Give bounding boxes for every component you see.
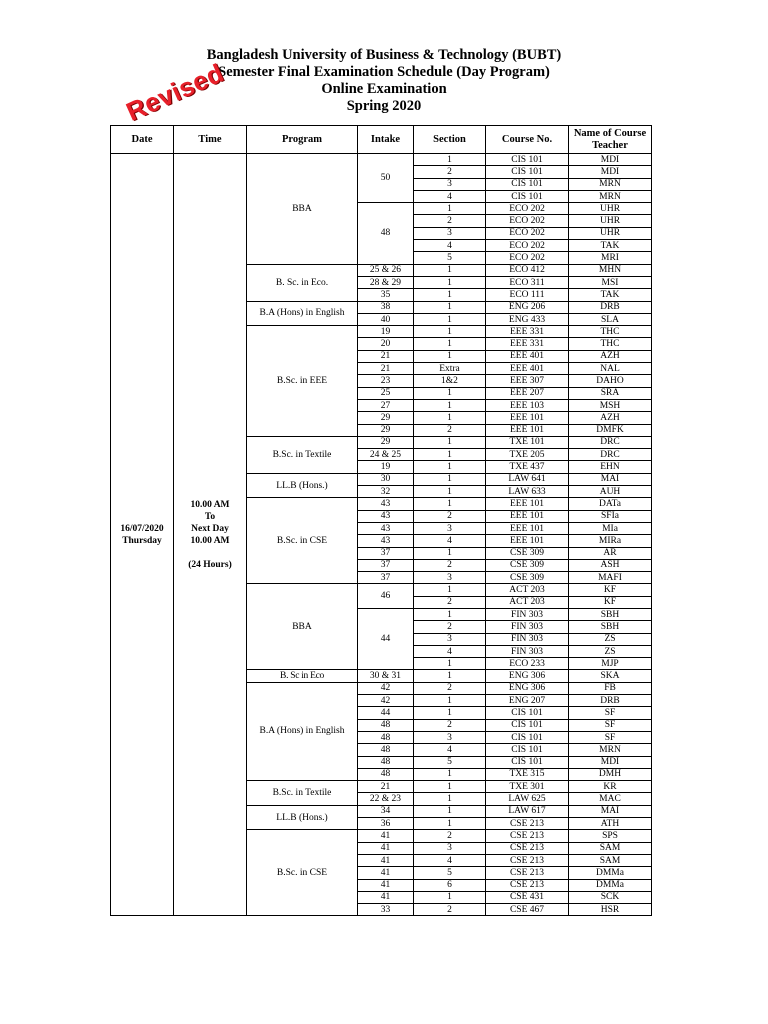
section-cell: 4 <box>414 645 486 657</box>
course-teacher-cell: MRN <box>569 190 652 202</box>
course-no-cell: EEE 103 <box>486 399 569 411</box>
course-no-cell: ENG 206 <box>486 301 569 313</box>
course-no-cell: LAW 625 <box>486 793 569 805</box>
intake-cell: 50 <box>358 154 414 203</box>
course-no-cell: ECO 202 <box>486 227 569 239</box>
university-name: Bangladesh University of Business & Technology (BUBT) <box>206 47 562 63</box>
course-teacher-cell: HSR <box>569 904 652 916</box>
course-no-cell: EEE 401 <box>486 350 569 362</box>
section-cell: 1 <box>414 498 486 510</box>
program-cell: B.Sc. in Textile <box>247 781 358 806</box>
intake-cell: 37 <box>358 559 414 571</box>
course-teacher-cell: AUH <box>569 486 652 498</box>
course-no-cell: TXE 301 <box>486 781 569 793</box>
section-cell: 3 <box>414 731 486 743</box>
intake-cell: 41 <box>358 854 414 866</box>
program-cell: BBA <box>247 154 358 265</box>
section-cell: 1 <box>414 399 486 411</box>
course-no-cell: EEE 101 <box>486 510 569 522</box>
course-no-cell: CIS 101 <box>486 178 569 190</box>
course-no-cell: CSE 309 <box>486 559 569 571</box>
course-no-cell: EEE 401 <box>486 363 569 375</box>
column-header-course-teacher: Name of Course Teacher <box>569 126 652 154</box>
section-cell: 1 <box>414 768 486 780</box>
course-no-cell: ENG 306 <box>486 682 569 694</box>
course-no-cell: CSE 213 <box>486 842 569 854</box>
section-cell: 3 <box>414 227 486 239</box>
course-teacher-cell: SFIa <box>569 510 652 522</box>
course-teacher-cell: SPS <box>569 830 652 842</box>
program-cell: B.A (Hons) in English <box>247 682 358 780</box>
intake-cell: 25 <box>358 387 414 399</box>
course-teacher-cell: AZH <box>569 350 652 362</box>
course-teacher-cell: MAFI <box>569 572 652 584</box>
course-teacher-cell: DRC <box>569 449 652 461</box>
course-no-cell: ECO 311 <box>486 276 569 288</box>
course-teacher-cell: AR <box>569 547 652 559</box>
intake-cell: 42 <box>358 695 414 707</box>
section-cell: 1 <box>414 338 486 350</box>
program-cell: BBA <box>247 584 358 670</box>
program-cell: B.Sc. in CSE <box>247 498 358 584</box>
section-cell: 2 <box>414 904 486 916</box>
course-no-cell: CIS 101 <box>486 719 569 731</box>
exam-time-cell: 10.00 AM To Next Day 10.00 AM (24 Hours) <box>174 154 247 916</box>
course-no-cell: TXE 437 <box>486 461 569 473</box>
course-teacher-cell: MJP <box>569 658 652 670</box>
section-cell: 4 <box>414 190 486 202</box>
section-cell: 1 <box>414 289 486 301</box>
exam-mode: Online Examination <box>321 81 447 97</box>
course-no-cell: CSE 213 <box>486 867 569 879</box>
course-teacher-cell: DATa <box>569 498 652 510</box>
course-no-cell: TXE 205 <box>486 449 569 461</box>
course-teacher-cell: SKA <box>569 670 652 682</box>
course-teacher-cell: SF <box>569 719 652 731</box>
program-cell: B.Sc. in EEE <box>247 326 358 437</box>
section-cell: 1 <box>414 412 486 424</box>
intake-cell: 43 <box>358 498 414 510</box>
section-cell: 1 <box>414 436 486 448</box>
course-teacher-cell: FB <box>569 682 652 694</box>
section-cell: 5 <box>414 756 486 768</box>
course-no-cell: ECO 202 <box>486 215 569 227</box>
course-no-cell: LAW 633 <box>486 486 569 498</box>
section-cell: 1&2 <box>414 375 486 387</box>
intake-cell: 44 <box>358 608 414 669</box>
course-no-cell: CSE 309 <box>486 572 569 584</box>
course-teacher-cell: MDI <box>569 154 652 166</box>
column-header-intake: Intake <box>358 126 414 154</box>
course-no-cell: FIN 303 <box>486 645 569 657</box>
section-cell: 1 <box>414 473 486 485</box>
section-cell: 3 <box>414 842 486 854</box>
course-teacher-cell: AZH <box>569 412 652 424</box>
intake-cell: 48 <box>358 731 414 743</box>
course-no-cell: LAW 617 <box>486 805 569 817</box>
section-cell: 1 <box>414 891 486 903</box>
section-cell: 4 <box>414 240 486 252</box>
course-no-cell: CIS 101 <box>486 166 569 178</box>
course-teacher-cell: NAL <box>569 363 652 375</box>
course-teacher-cell: ASH <box>569 559 652 571</box>
intake-cell: 41 <box>358 879 414 891</box>
section-cell: 4 <box>414 535 486 547</box>
section-cell: 1 <box>414 264 486 276</box>
intake-cell: 38 <box>358 301 414 313</box>
course-teacher-cell: MSI <box>569 276 652 288</box>
section-cell: 1 <box>414 584 486 596</box>
course-teacher-cell: MIa <box>569 522 652 534</box>
course-no-cell: EEE 331 <box>486 338 569 350</box>
course-teacher-cell: SBH <box>569 608 652 620</box>
course-teacher-cell: SF <box>569 707 652 719</box>
intake-cell: 36 <box>358 818 414 830</box>
course-teacher-cell: DMH <box>569 768 652 780</box>
course-teacher-cell: MDI <box>569 756 652 768</box>
section-cell: 1 <box>414 387 486 399</box>
intake-cell: 30 <box>358 473 414 485</box>
course-teacher-cell: SAM <box>569 854 652 866</box>
section-cell: 1 <box>414 818 486 830</box>
course-no-cell: EEE 331 <box>486 326 569 338</box>
program-cell: LL.B (Hons.) <box>247 805 358 830</box>
exam-term: Spring 2020 <box>346 98 422 114</box>
course-teacher-cell: SRA <box>569 387 652 399</box>
section-cell: 2 <box>414 424 486 436</box>
course-teacher-cell: UHR <box>569 227 652 239</box>
section-cell: 4 <box>414 854 486 866</box>
intake-cell: 48 <box>358 744 414 756</box>
intake-cell: 20 <box>358 338 414 350</box>
course-teacher-cell: MAI <box>569 473 652 485</box>
program-cell: B. Sc in Eco <box>247 670 358 682</box>
course-teacher-cell: MRN <box>569 178 652 190</box>
section-cell: 2 <box>414 682 486 694</box>
intake-cell: 41 <box>358 891 414 903</box>
intake-cell: 37 <box>358 572 414 584</box>
section-cell: 1 <box>414 301 486 313</box>
course-teacher-cell: SBH <box>569 621 652 633</box>
course-teacher-cell: KF <box>569 584 652 596</box>
document-heading <box>0 47 768 115</box>
section-cell: 2 <box>414 830 486 842</box>
course-no-cell: CIS 101 <box>486 707 569 719</box>
intake-cell: 43 <box>358 535 414 547</box>
section-cell: 2 <box>414 510 486 522</box>
course-no-cell: ECO 111 <box>486 289 569 301</box>
course-no-cell: CIS 101 <box>486 744 569 756</box>
course-no-cell: CSE 467 <box>486 904 569 916</box>
course-no-cell: ENG 207 <box>486 695 569 707</box>
section-cell: 3 <box>414 633 486 645</box>
course-no-cell: CSE 431 <box>486 891 569 903</box>
intake-cell: 33 <box>358 904 414 916</box>
program-cell: B.Sc. in CSE <box>247 830 358 916</box>
course-teacher-cell: DRB <box>569 695 652 707</box>
course-no-cell: EEE 101 <box>486 498 569 510</box>
section-cell: 2 <box>414 559 486 571</box>
column-header-section: Section <box>414 126 486 154</box>
intake-cell: 41 <box>358 867 414 879</box>
section-cell: 1 <box>414 154 486 166</box>
intake-cell: 44 <box>358 707 414 719</box>
intake-cell: 48 <box>358 768 414 780</box>
course-teacher-cell: MDI <box>569 166 652 178</box>
course-teacher-cell: EHN <box>569 461 652 473</box>
course-teacher-cell: KF <box>569 596 652 608</box>
course-teacher-cell: KR <box>569 781 652 793</box>
course-teacher-cell: MAI <box>569 805 652 817</box>
section-cell: 4 <box>414 744 486 756</box>
section-cell: 1 <box>414 793 486 805</box>
intake-cell: 48 <box>358 203 414 264</box>
intake-cell: 43 <box>358 522 414 534</box>
course-teacher-cell: SF <box>569 731 652 743</box>
intake-cell: 34 <box>358 805 414 817</box>
section-cell: 1 <box>414 658 486 670</box>
course-no-cell: EEE 101 <box>486 535 569 547</box>
section-cell: 1 <box>414 326 486 338</box>
course-no-cell: CSE 213 <box>486 830 569 842</box>
course-teacher-cell: DMMa <box>569 867 652 879</box>
course-no-cell: ACT 203 <box>486 584 569 596</box>
intake-cell: 19 <box>358 461 414 473</box>
section-cell: 1 <box>414 486 486 498</box>
section-cell: 3 <box>414 572 486 584</box>
course-teacher-cell: UHR <box>569 215 652 227</box>
course-no-cell: ECO 412 <box>486 264 569 276</box>
course-no-cell: TXE 101 <box>486 436 569 448</box>
intake-cell: 29 <box>358 424 414 436</box>
program-cell: B. Sc. in Eco. <box>247 264 358 301</box>
section-cell: 2 <box>414 719 486 731</box>
course-teacher-cell: DMMa <box>569 879 652 891</box>
table-row <box>111 154 652 166</box>
course-teacher-cell: MIRa <box>569 535 652 547</box>
course-teacher-cell: MHN <box>569 264 652 276</box>
course-no-cell: ENG 433 <box>486 313 569 325</box>
course-teacher-cell: THC <box>569 338 652 350</box>
section-cell: 1 <box>414 695 486 707</box>
intake-cell: 24 & 25 <box>358 449 414 461</box>
intake-cell: 41 <box>358 830 414 842</box>
intake-cell: 21 <box>358 363 414 375</box>
course-teacher-cell: DAHO <box>569 375 652 387</box>
course-no-cell: CSE 213 <box>486 854 569 866</box>
section-cell: Extra <box>414 363 486 375</box>
course-teacher-cell: SAM <box>569 842 652 854</box>
course-teacher-cell: SCK <box>569 891 652 903</box>
intake-cell: 37 <box>358 547 414 559</box>
course-no-cell: CIS 101 <box>486 190 569 202</box>
section-cell: 2 <box>414 621 486 633</box>
course-no-cell: EEE 307 <box>486 375 569 387</box>
course-teacher-cell: MSH <box>569 399 652 411</box>
intake-cell: 46 <box>358 584 414 609</box>
section-cell: 1 <box>414 608 486 620</box>
intake-cell: 48 <box>358 719 414 731</box>
section-cell: 1 <box>414 350 486 362</box>
intake-cell: 41 <box>358 842 414 854</box>
course-no-cell: ECO 202 <box>486 240 569 252</box>
course-no-cell: ACT 203 <box>486 596 569 608</box>
program-cell: LL.B (Hons.) <box>247 473 358 498</box>
intake-cell: 21 <box>358 781 414 793</box>
course-no-cell: LAW 641 <box>486 473 569 485</box>
revised-stamp: Revised <box>121 57 229 127</box>
course-teacher-cell: THC <box>569 326 652 338</box>
course-teacher-cell: DRC <box>569 436 652 448</box>
course-no-cell: FIN 303 <box>486 621 569 633</box>
course-no-cell: CIS 101 <box>486 154 569 166</box>
course-teacher-cell: UHR <box>569 203 652 215</box>
section-cell: 1 <box>414 707 486 719</box>
table-body <box>111 154 652 916</box>
section-cell: 1 <box>414 203 486 215</box>
course-teacher-cell: ATH <box>569 818 652 830</box>
intake-cell: 30 & 31 <box>358 670 414 682</box>
section-cell: 1 <box>414 276 486 288</box>
section-cell: 1 <box>414 313 486 325</box>
course-teacher-cell: TAK <box>569 289 652 301</box>
program-cell: B.Sc. in Textile <box>247 436 358 473</box>
intake-cell: 25 & 26 <box>358 264 414 276</box>
header-row <box>111 126 652 154</box>
column-header-time: Time <box>174 126 247 154</box>
course-no-cell: ECO 233 <box>486 658 569 670</box>
section-cell: 1 <box>414 449 486 461</box>
intake-cell: 21 <box>358 350 414 362</box>
course-no-cell: EEE 101 <box>486 522 569 534</box>
section-cell: 2 <box>414 596 486 608</box>
intake-cell: 48 <box>358 756 414 768</box>
course-teacher-cell: TAK <box>569 240 652 252</box>
course-teacher-cell: MRN <box>569 744 652 756</box>
course-teacher-cell: ZS <box>569 645 652 657</box>
intake-cell: 42 <box>358 682 414 694</box>
course-teacher-cell: ZS <box>569 633 652 645</box>
table-header <box>111 126 652 154</box>
intake-cell: 22 & 23 <box>358 793 414 805</box>
course-teacher-cell: SLA <box>569 313 652 325</box>
course-no-cell: EEE 101 <box>486 412 569 424</box>
course-teacher-cell: MAC <box>569 793 652 805</box>
intake-cell: 29 <box>358 412 414 424</box>
course-no-cell: CSE 213 <box>486 879 569 891</box>
column-header-date: Date <box>111 126 174 154</box>
course-teacher-cell: DMFK <box>569 424 652 436</box>
course-teacher-cell: DRB <box>569 301 652 313</box>
section-cell: 1 <box>414 805 486 817</box>
course-no-cell: FIN 303 <box>486 633 569 645</box>
intake-cell: 40 <box>358 313 414 325</box>
course-no-cell: CSE 309 <box>486 547 569 559</box>
course-no-cell: TXE 315 <box>486 768 569 780</box>
exam-schedule-table <box>110 125 652 916</box>
section-cell: 1 <box>414 781 486 793</box>
intake-cell: 27 <box>358 399 414 411</box>
intake-cell: 35 <box>358 289 414 301</box>
intake-cell: 23 <box>358 375 414 387</box>
column-header-program: Program <box>247 126 358 154</box>
intake-cell: 19 <box>358 326 414 338</box>
course-no-cell: CIS 101 <box>486 756 569 768</box>
intake-cell: 29 <box>358 436 414 448</box>
section-cell: 5 <box>414 252 486 264</box>
column-header-course-no: Course No. <box>486 126 569 154</box>
intake-cell: 28 & 29 <box>358 276 414 288</box>
section-cell: 3 <box>414 522 486 534</box>
course-no-cell: ECO 202 <box>486 252 569 264</box>
section-cell: 2 <box>414 166 486 178</box>
section-cell: 5 <box>414 867 486 879</box>
section-cell: 2 <box>414 215 486 227</box>
intake-cell: 32 <box>358 486 414 498</box>
section-cell: 1 <box>414 670 486 682</box>
program-cell: B.A (Hons) in English <box>247 301 358 326</box>
intake-cell: 43 <box>358 510 414 522</box>
course-teacher-cell: MRI <box>569 252 652 264</box>
section-cell: 1 <box>414 461 486 473</box>
course-no-cell: CSE 213 <box>486 818 569 830</box>
exam-date-cell: 16/07/2020 Thursday <box>111 154 174 916</box>
course-no-cell: CIS 101 <box>486 731 569 743</box>
schedule-title: Semester Final Examination Schedule (Day Program) <box>218 64 550 80</box>
course-no-cell: EEE 101 <box>486 424 569 436</box>
course-no-cell: ENG 306 <box>486 670 569 682</box>
section-cell: 1 <box>414 547 486 559</box>
section-cell: 6 <box>414 879 486 891</box>
course-no-cell: EEE 207 <box>486 387 569 399</box>
course-no-cell: FIN 303 <box>486 608 569 620</box>
course-no-cell: ECO 202 <box>486 203 569 215</box>
section-cell: 3 <box>414 178 486 190</box>
